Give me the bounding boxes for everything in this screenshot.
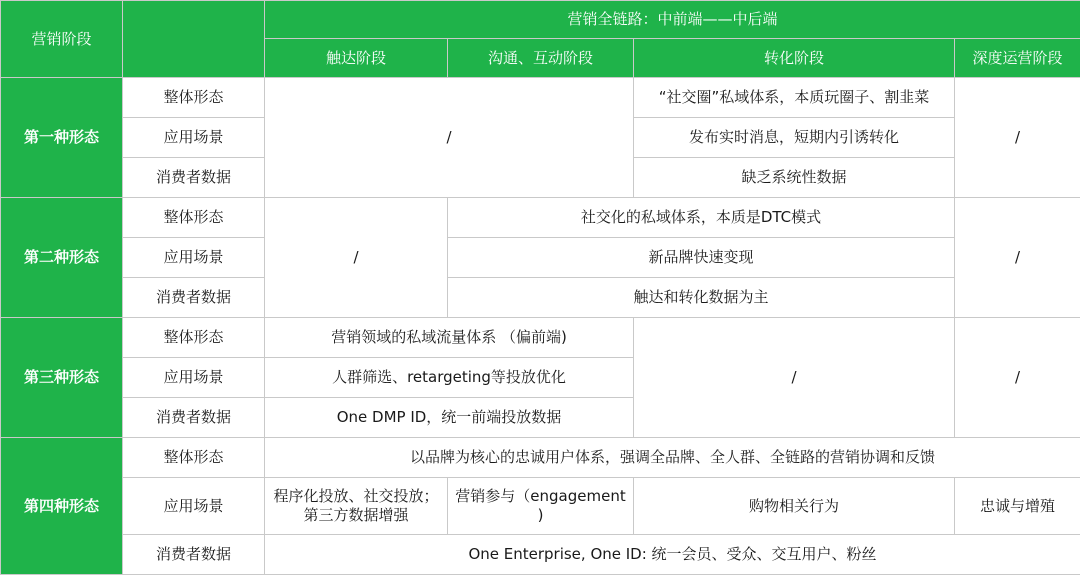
form-1-label: 第一种形态 [1,78,123,198]
form-2-deep-cell: / [955,198,1080,318]
form-1-conversion-scenario: 发布实时消息，短期内引诱转化 [634,118,955,158]
column-header-conversion: 转化阶段 [634,39,955,78]
form-2-reach-cell: / [265,198,448,318]
row-label: 消费者数据 [123,278,265,318]
form-3-conversion-cell: / [634,318,955,438]
header-blank [123,1,265,78]
form-3-label: 第三种形态 [1,318,123,438]
form-4-scenario-deep: 忠诚与增殖 [955,478,1080,535]
form-2-label: 第二种形态 [1,198,123,318]
row-label: 整体形态 [123,438,265,478]
row-label: 应用场景 [123,358,265,398]
header-stage-label: 营销阶段 [1,1,123,78]
row-label: 应用场景 [123,238,265,278]
row-label: 整体形态 [123,78,265,118]
row-label: 应用场景 [123,478,265,535]
header-chain-title: 营销全链路：中前端——中后端 [265,1,1080,39]
form-2-middle-overall: 社交化的私域体系，本质是DTC模式 [448,198,955,238]
form-3-front-data: One DMP ID，统一前端投放数据 [265,398,634,438]
form-4-label: 第四种形态 [1,438,123,575]
form-1-deep-cell: / [955,78,1080,198]
form-3-deep-cell: / [955,318,1080,438]
form-4-scenario-interaction: 营销参与（engagement ) [448,478,634,535]
form-3-front-overall: 营销领域的私域流量体系 （偏前端) [265,318,634,358]
form-2-middle-scenario: 新品牌快速变现 [448,238,955,278]
form-3-front-scenario: 人群筛选、retargeting等投放优化 [265,358,634,398]
form-4-scenario-reach: 程序化投放、社交投放；第三方数据增强 [265,478,448,535]
form-1-conversion-overall: “社交圈”私域体系，本质玩圈子、割韭菜 [634,78,955,118]
row-label: 消费者数据 [123,535,265,575]
row-label: 应用场景 [123,118,265,158]
column-header-interaction: 沟通、互动阶段 [448,39,634,78]
form-1-conversion-data: 缺乏系统性数据 [634,158,955,198]
row-label: 消费者数据 [123,398,265,438]
form-4-overall: 以品牌为核心的忠诚用户体系，强调全品牌、全人群、全链路的营销协调和反馈 [265,438,1080,478]
column-header-reach: 触达阶段 [265,39,448,78]
form-4-scenario-conversion: 购物相关行为 [634,478,955,535]
form-2-middle-data: 触达和转化数据为主 [448,278,955,318]
form-4-data: One Enterprise, One ID: 统一会员、受众、交互用户、粉丝 [265,535,1080,575]
row-label: 消费者数据 [123,158,265,198]
column-header-deep-ops: 深度运营阶段 [955,39,1080,78]
form-1-early-cell: / [265,78,634,198]
row-label: 整体形态 [123,318,265,358]
row-label: 整体形态 [123,198,265,238]
